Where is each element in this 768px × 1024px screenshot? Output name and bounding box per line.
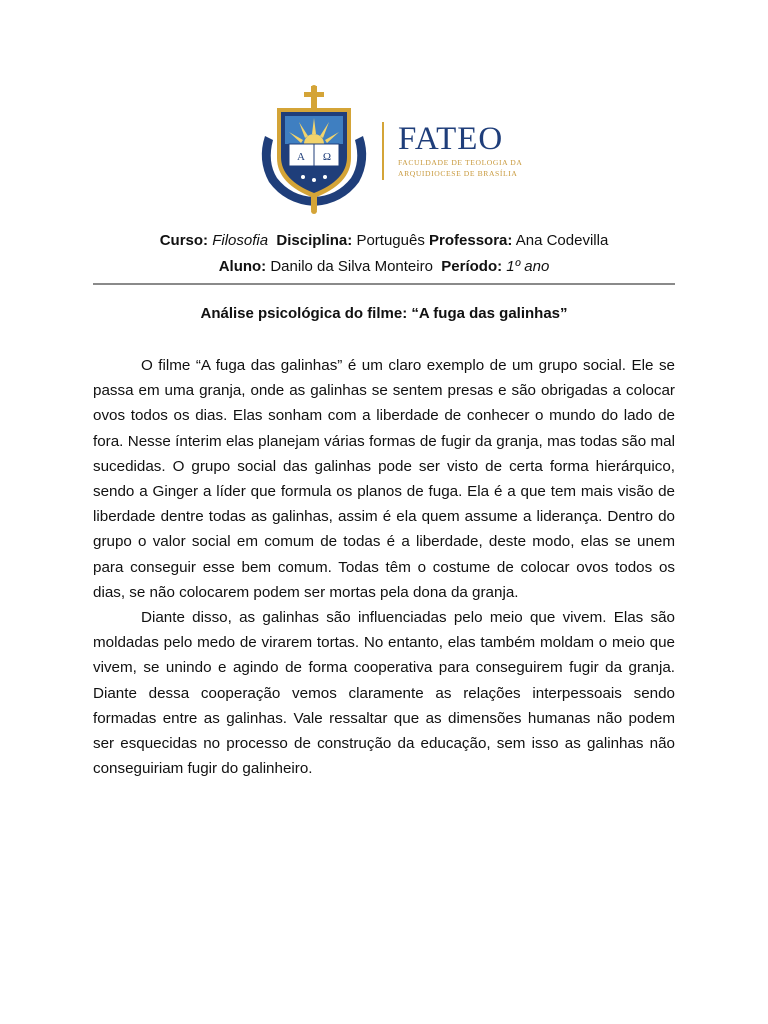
header-divider (93, 283, 675, 285)
aluno-value: Danilo da Silva Monteiro (270, 258, 433, 275)
curso-value: Filosofia (212, 232, 269, 249)
disciplina-value: Português (356, 232, 425, 249)
professora-value: Ana Codevilla (515, 232, 609, 249)
logo-divider (382, 122, 384, 180)
periodo-value: 1º ano (506, 258, 550, 275)
student-info-line (0, 258, 768, 276)
aluno-label: Aluno: (218, 258, 267, 275)
document-title: Análise psicológica do filme: “A fuga das galinhas” (200, 305, 568, 322)
fateo-logo (255, 84, 523, 214)
svg-text:A: A (297, 151, 305, 163)
professora-label: Professora: (429, 232, 513, 249)
brand-subtitle-line-2: ARQUIDIOCESE DE BRASÍLIA (398, 169, 518, 178)
brand-subtitle-line-1: FACULDADE DE TEOLOGIA DA (398, 158, 523, 167)
crest-emblem-icon (255, 84, 373, 214)
curso-label: Curso: (159, 232, 209, 249)
course-info-line (0, 232, 768, 250)
document-body (93, 353, 675, 781)
disciplina-label: Disciplina: (276, 232, 353, 249)
brand-wordmark (398, 122, 528, 178)
paragraph: O filme “A fuga das galinhas” é um claro exemplo de um grupo social. Ele se passa em uma granja, onde as galinhas se sentem presas e são obrigadas a colocar ovos todos os dias. Elas sonham com a liberdade de conhecer o mundo do lado de fora. Nesse ínterim elas planejam várias formas de fugir da granja, mas todas são mal sucedidas. O grupo social das galinhas pode ser visto de certa forma hierárquico, sendo a Ginger a líder que formula os planos de fuga. Ela é a que tem mais visão de liberdade dentre todas as galinhas, assim é ela quem assume a liderança. Dentro do grupo o valor social em comum de todas é a liberdade, deste modo, elas se unem para conseguir esse bem comum. Todas têm o costume de colocar ovos todos os dias, se não colocarem podem ser mortas pela dona da granja. (93, 357, 675, 601)
paragraph: Diante disso, as galinhas são influenciadas pelo meio que vivem. Elas são moldadas pelo medo de virarem tortas. No entanto, elas também moldam o meio que vivem, se unindo e agindo de forma cooperativa para conseguirem fugir da granja. Diante dessa cooperação vemos claramente as relações interpessoais sendo formadas entre as galinhas. Vale ressaltar que as dimensões humanas não podem ser esquecidas no processo de construção da educação, sem isso as galinhas não conseguiriam fugir do galinheiro. (93, 609, 675, 778)
svg-text:Ω: Ω (322, 151, 332, 163)
brand-name: FATEO (398, 121, 504, 157)
periodo-label: Período: (441, 258, 503, 275)
